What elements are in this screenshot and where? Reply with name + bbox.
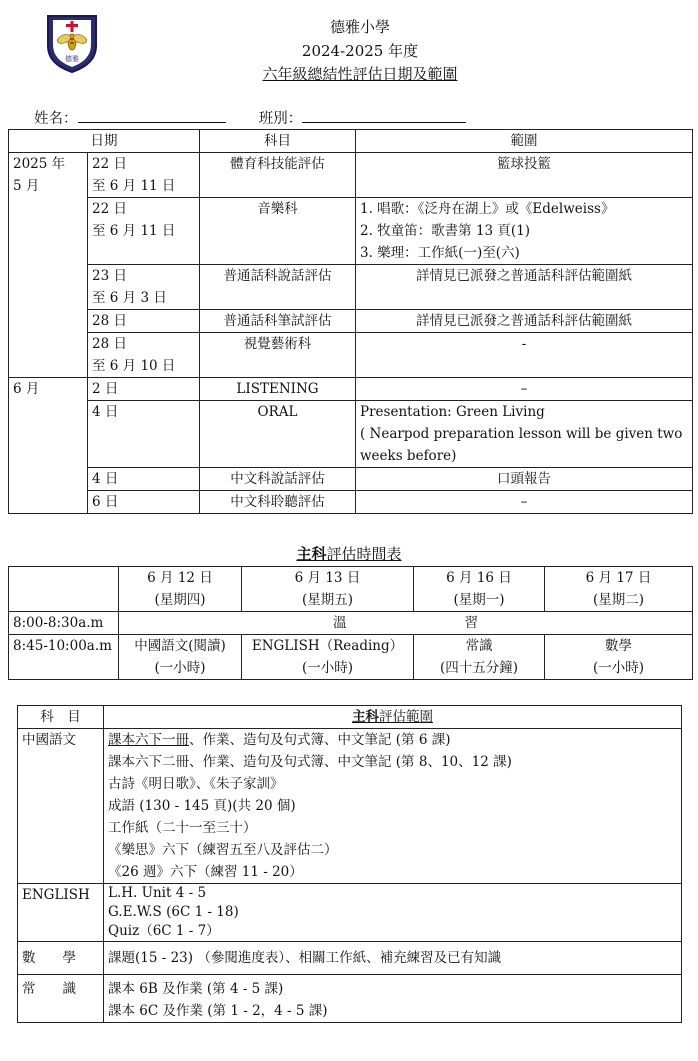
month-june: 6 月 xyxy=(9,378,88,514)
exam-cell xyxy=(119,635,242,680)
row-subject: ORAL xyxy=(200,401,356,468)
math-scope xyxy=(104,942,682,975)
revision-char-b: 習 xyxy=(464,615,478,631)
exam-cell xyxy=(242,635,414,680)
scope-line: 課本 6C 及作業 (第 1 - 2，4 - 5 課) xyxy=(108,1003,328,1019)
row-subject: 中文科說話評估 xyxy=(200,468,356,491)
table-row xyxy=(9,265,693,310)
scope-header-row xyxy=(18,706,682,729)
subject-math: 數 學 xyxy=(18,942,104,975)
table-row xyxy=(9,333,693,378)
row-subject: 音樂科 xyxy=(200,198,356,265)
row-scope: Presentation: Green Living ( Nearpod preparation lesson will be given two weeks before) xyxy=(356,401,693,468)
table-row xyxy=(9,198,693,265)
day-weekday: (星期五) xyxy=(301,592,354,608)
name-blank[interactable] xyxy=(78,107,226,123)
day-date: 6 月 13 日 xyxy=(294,570,361,586)
table-row xyxy=(9,378,693,401)
scope-line xyxy=(108,729,677,751)
day-cell xyxy=(545,567,693,612)
revision-char-a: 溫 xyxy=(333,615,347,631)
subject-english: ENGLISH xyxy=(18,884,104,942)
day-weekday: (星期二) xyxy=(592,592,645,608)
table-row xyxy=(9,153,693,198)
class-blank[interactable] xyxy=(302,107,466,123)
corner-cell xyxy=(9,567,119,612)
row-scope: - xyxy=(356,333,693,378)
name-class-row xyxy=(34,107,466,128)
row-scope: 詳情見已派發之普通話科評估範圍紙 xyxy=(356,265,693,310)
scope-line: 《樂思》六下（練習五至八及評估二） xyxy=(108,842,338,858)
day-weekday: (星期一) xyxy=(453,592,505,608)
row-scope: 詳情見已派發之普通話科評估範圍紙 xyxy=(356,310,693,333)
row-date: 4 日 xyxy=(88,468,200,491)
table-row xyxy=(9,491,693,514)
exam-timetable xyxy=(8,566,693,680)
row-subject: 體育科技能評估 xyxy=(200,153,356,198)
row-date: 2 日 xyxy=(88,378,200,401)
scope-title-bold: 主科 xyxy=(352,709,379,725)
class-label: 班別： xyxy=(258,111,303,127)
row-scope: 1. 唱歌：《泛舟在湖上》或《Edelweiss》 2. 牧童笛：歌書第 13 頁(1) 3. 樂理：工作紙(一)至(六) xyxy=(356,198,693,265)
exam-subject: ENGLISH（Reading） xyxy=(251,638,404,654)
scope-line: Quiz（6C 1 - 7） xyxy=(108,923,220,939)
row-date: 22 日 至 6 月 11 日 xyxy=(88,198,200,265)
subject-general-studies: 常 識 xyxy=(18,975,104,1023)
row-subject: 普通話科筆試評估 xyxy=(200,310,356,333)
scope-line-rest: 、作業、造句及句式簿、中文筆記 (第 6 課) xyxy=(189,732,451,748)
scope-title-cell xyxy=(104,706,682,729)
exam-duration: (四十五分鐘) xyxy=(439,660,519,676)
day-date: 6 月 17 日 xyxy=(585,570,652,586)
scope-row-english xyxy=(18,884,682,942)
row-scope: 籃球投籃 xyxy=(356,153,693,198)
exam-subject: 中國語文(閱讀) xyxy=(134,638,226,654)
scope-line: 課本六下二冊、作業、造句及句式簿、中文筆記 (第 8、10、12 課) xyxy=(108,754,512,770)
row-date: 23 日 至 6 月 3 日 xyxy=(88,265,200,310)
time-slot-1: 8:00-8:30a.m xyxy=(9,612,119,635)
timetable-exam-row xyxy=(9,635,693,680)
chinese-scope xyxy=(104,729,682,884)
table-row xyxy=(9,310,693,333)
scope-row-math xyxy=(18,942,682,975)
time-slot-2: 8:45-10:00a.m xyxy=(9,635,119,680)
exam-duration: (一小時) xyxy=(154,660,206,676)
row-date: 28 日 xyxy=(88,310,200,333)
row-scope: – xyxy=(356,378,693,401)
scope-line: 古詩《明日歌》、《朱子家訓》 xyxy=(108,776,284,792)
name-label: 姓名： xyxy=(34,111,78,127)
timetable-date-row xyxy=(9,567,693,612)
assessment-scope-table xyxy=(17,705,682,1023)
row-scope: – xyxy=(356,491,693,514)
exam-cell xyxy=(414,635,545,680)
scope-line: 課題(15 - 23) （參閱進度表）、相關工作紙、補充練習及已有知識 xyxy=(108,950,502,966)
subject-chinese: 中國語文 xyxy=(18,729,104,884)
row-date: 4 日 xyxy=(88,401,200,468)
table-header-row xyxy=(9,130,693,153)
exam-duration: (一小時) xyxy=(592,660,645,676)
academic-year: 2024-2025 年度 xyxy=(301,42,419,60)
scope-row-chinese xyxy=(18,729,682,884)
row-subject: LISTENING xyxy=(200,378,356,401)
assessment-schedule-table xyxy=(8,129,693,514)
table-row xyxy=(9,468,693,491)
row-subject: 中文科聆聽評估 xyxy=(200,491,356,514)
day-cell xyxy=(119,567,242,612)
timetable-revision-row xyxy=(9,612,693,635)
day-weekday: (星期四) xyxy=(154,592,206,608)
scope-line: 成語 (130 - 145 頁)(共 20 個) xyxy=(108,798,296,814)
day-date: 6 月 16 日 xyxy=(446,570,512,586)
row-subject: 視覺藝術科 xyxy=(200,333,356,378)
day-cell xyxy=(414,567,545,612)
scope-line: 《26 週》六下（練習 11 - 20） xyxy=(108,864,303,880)
timetable-title xyxy=(0,543,698,564)
header-subject: 科目 xyxy=(200,130,356,153)
table-row xyxy=(9,401,693,468)
header-scope: 範圍 xyxy=(356,130,693,153)
gs-scope xyxy=(104,975,682,1023)
timetable-title-bold: 主科 xyxy=(296,545,327,563)
scope-line: L.H. Unit 4 - 5 xyxy=(108,885,207,901)
scope-line: 工作紙（二十一至三十） xyxy=(108,820,257,836)
revision-cell xyxy=(119,612,693,635)
month-may: 2025 年 5 月 xyxy=(9,153,88,378)
timetable-title-rest: 評估時間表 xyxy=(326,545,402,563)
exam-subject: 數學 xyxy=(605,638,632,654)
day-cell xyxy=(242,567,414,612)
school-name: 德雅小學 xyxy=(329,18,390,36)
row-date: 6 日 xyxy=(88,491,200,514)
scope-row-general-studies xyxy=(18,975,682,1023)
scope-subject-header: 科 目 xyxy=(18,706,104,729)
school-crest-logo xyxy=(44,12,100,74)
scope-line: G.E.W.S (6C 1 - 18) xyxy=(108,904,239,920)
scope-line: 課本 6B 及作業 (第 4 - 5 課) xyxy=(108,981,284,997)
row-date: 28 日 至 6 月 10 日 xyxy=(88,333,200,378)
header-date: 日期 xyxy=(9,130,200,153)
scope-line-underlined: 課本六下一冊 xyxy=(108,732,189,748)
exam-duration: (一小時) xyxy=(301,660,354,676)
exam-cell xyxy=(545,635,693,680)
row-scope: 口頭報告 xyxy=(356,468,693,491)
row-date: 22 日 至 6 月 11 日 xyxy=(88,153,200,198)
scope-title-rest: 評估範圍 xyxy=(379,709,433,725)
svg-text:德雅: 德雅 xyxy=(65,55,79,63)
row-subject: 普通話科說話評估 xyxy=(200,265,356,310)
day-date: 6 月 12 日 xyxy=(147,570,213,586)
english-scope xyxy=(104,884,682,942)
document-title: 六年級總結性評估日期及範圍 xyxy=(262,65,458,83)
exam-subject: 常識 xyxy=(465,638,493,654)
